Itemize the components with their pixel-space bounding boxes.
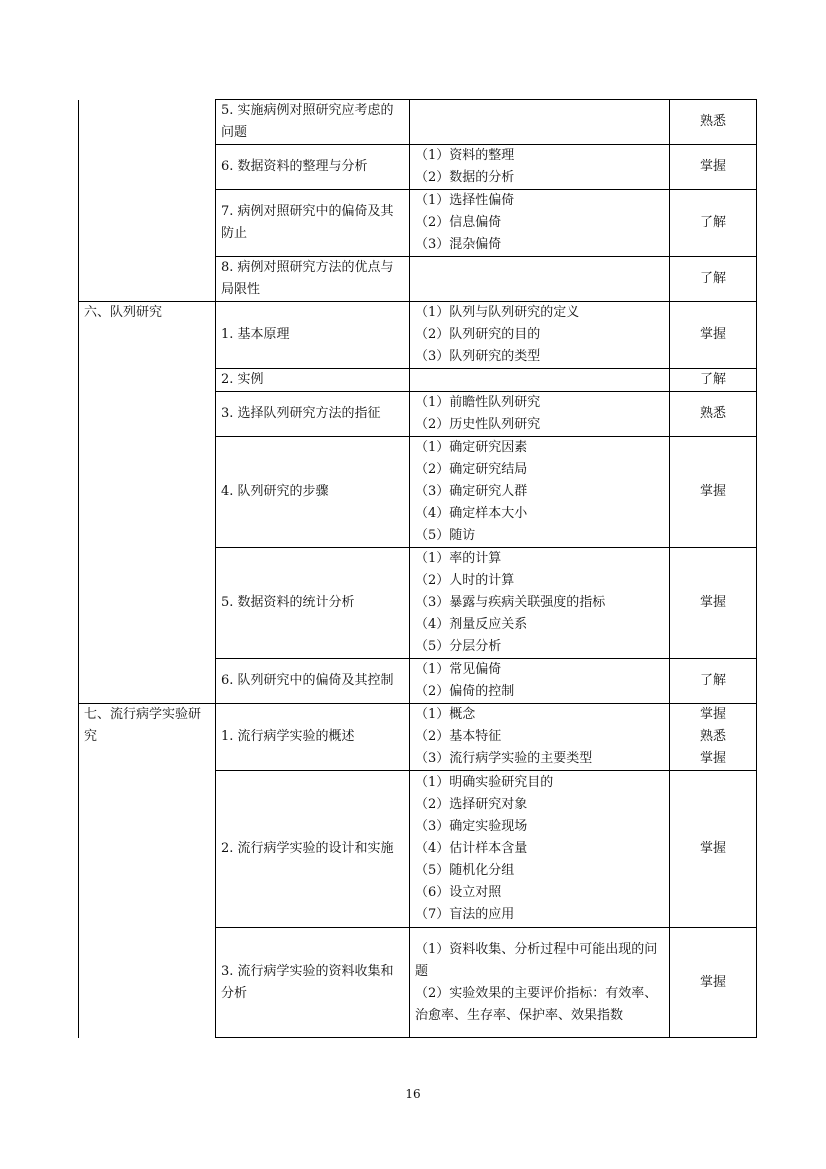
table-row (79, 100, 757, 145)
subtopic-cell: 3. 流行病学实验的资料收集和分析 (216, 928, 410, 1038)
level-cell: 掌握 (670, 548, 757, 659)
content-cell: （1）明确实验研究目的 （2）选择研究对象 （3）确定实验现场 （4）估计样本含量 （5）随机化分组 （6）设立对照 （7）盲法的应用 (410, 771, 670, 928)
content-cell (410, 100, 670, 145)
table-row (79, 302, 757, 369)
content-cell (410, 257, 670, 302)
level-cell: 熟悉 (670, 100, 757, 145)
subtopic-cell: 1. 基本原理 (216, 302, 410, 369)
subtopic-cell: 8. 病例对照研究方法的优点与局限性 (216, 257, 410, 302)
subtopic-cell: 2. 流行病学实验的设计和实施 (216, 771, 410, 928)
page-number: 16 (405, 1087, 421, 1101)
level-cell: 熟悉 (670, 392, 757, 437)
subtopic-cell: 5. 实施病例对照研究应考虑的问题 (216, 100, 410, 145)
table-row (79, 704, 757, 771)
level-cell: 了解 (670, 190, 757, 257)
content-cell: （1）资料的整理 （2）数据的分析 (410, 145, 670, 190)
subtopic-cell: 6. 队列研究中的偏倚及其控制 (216, 659, 410, 704)
content-cell: （1）资料收集、分析过程中可能出现的问题 （2）实验效果的主要评价指标：有效率、治愈率、生存率、保护率、效果指数 (410, 928, 670, 1038)
syllabus-table (78, 99, 757, 1038)
level-cell: 掌握 (670, 437, 757, 548)
level-cell: 掌握 (670, 302, 757, 369)
subtopic-cell: 4. 队列研究的步骤 (216, 437, 410, 548)
subtopic-cell: 7. 病例对照研究中的偏倚及其防止 (216, 190, 410, 257)
content-cell: （1）率的计算 （2）人时的计算 （3）暴露与疾病关联强度的指标 （4）剂量反应关系 （5）分层分析 (410, 548, 670, 659)
subtopic-cell: 1. 流行病学实验的概述 (216, 704, 410, 771)
content-cell: （1）常见偏倚 （2）偏倚的控制 (410, 659, 670, 704)
level-cell: 掌握 (670, 928, 757, 1038)
content-cell: （1）概念 （2）基本特征 （3）流行病学实验的主要类型 (410, 704, 670, 771)
topic-cell (79, 100, 216, 302)
level-cell: 了解 (670, 659, 757, 704)
topic-cell: 六、队列研究 (79, 302, 216, 704)
subtopic-cell: 5. 数据资料的统计分析 (216, 548, 410, 659)
level-cell: 掌握 熟悉 掌握 (670, 704, 757, 771)
content-cell (410, 369, 670, 392)
content-cell: （1）确定研究因素 （2）确定研究结局 （3）确定研究人群 （4）确定样本大小 （5）随访 (410, 437, 670, 548)
subtopic-cell: 3. 选择队列研究方法的指征 (216, 392, 410, 437)
topic-cell: 七、流行病学实验研究 (79, 704, 216, 1038)
level-cell: 掌握 (670, 145, 757, 190)
level-cell: 掌握 (670, 771, 757, 928)
level-cell: 了解 (670, 257, 757, 302)
subtopic-cell: 2. 实例 (216, 369, 410, 392)
level-cell: 了解 (670, 369, 757, 392)
content-cell: （1）前瞻性队列研究 （2）历史性队列研究 (410, 392, 670, 437)
content-cell: （1）队列与队列研究的定义 （2）队列研究的目的 （3）队列研究的类型 (410, 302, 670, 369)
content-cell: （1）选择性偏倚 （2）信息偏倚 （3）混杂偏倚 (410, 190, 670, 257)
subtopic-cell: 6. 数据资料的整理与分析 (216, 145, 410, 190)
